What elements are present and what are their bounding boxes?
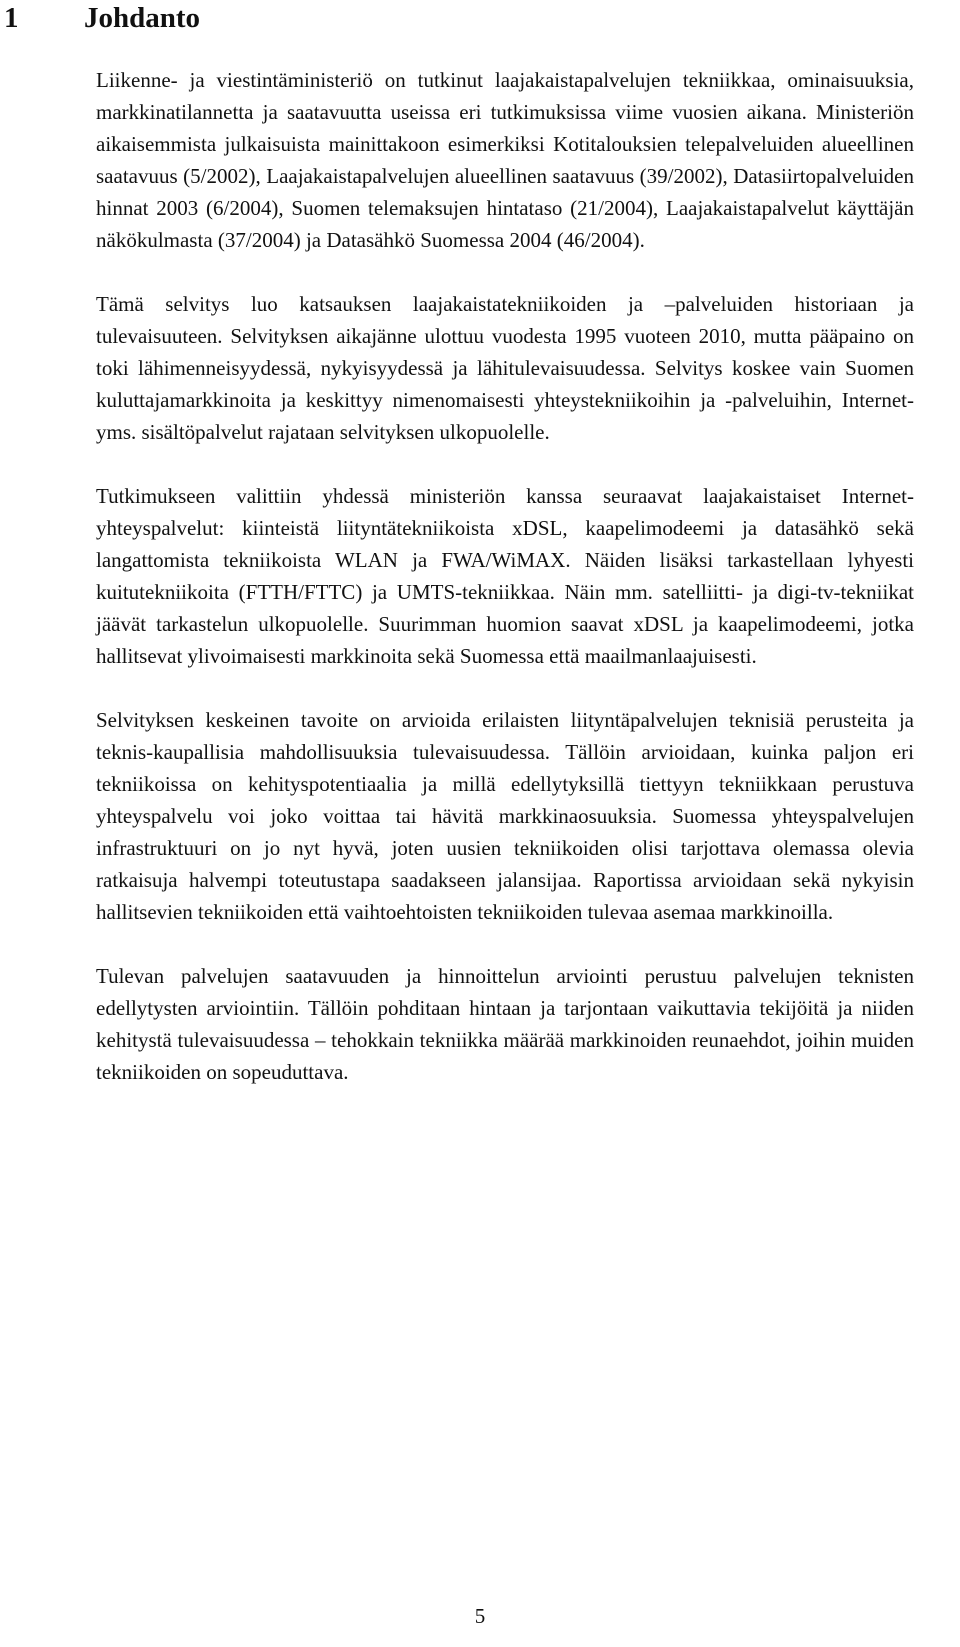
paragraph: Tulevan palvelujen saatavuuden ja hinnoittelun arviointi perustuu palvelujen teknisten edellytysten arviointiin. Tällöin pohditaan hintaan ja tarjontaan vaikuttavia tekijöitä ja niiden kehitystä tulevaisuudessa – tehokkain tekniikka määrää markkinoiden reunaehdot, joihin muiden tekniikoiden on sopeuduttava. xyxy=(96,964,914,1084)
paragraph: Liikenne- ja viestintäministeriö on tutkinut laajakaistapalvelujen tekniikkaa, ominaisuuksia, markkinatilannetta ja saatavuutta useissa eri tutkimuksissa viime vuosien aikana. Ministeriön aikaisemmista julkaisuista mainittakoon esimerkiksi Kotitalouksien telepalveluiden alueellinen saatavuus (5/2002), Laajakaistapalvelujen alueellinen saatavuus (39/2002), Datasiirtopalveluiden hinnat 2003 (6/2004), Suomen telemaksujen hintataso (21/2004), Laajakaistapalvelut käyttäjän näkökulmasta (37/2004) ja Datasähkö Suomessa 2004 (46/2004). xyxy=(96,68,914,252)
paragraph: Selvityksen keskeinen tavoite on arvioida erilaisten liityntäpalvelujen teknisiä perusteita ja teknis-kaupallisia mahdollisuuksia tulevaisuudessa. Tällöin arvioidaan, kuinka paljon eri tekniikoissa on kehityspotentiaalia ja millä edellytyksillä tiettyyn tekniikkaan perustuva yhteyspalvelu voi joko voittaa tai hävitä markkinaosuuksia. Suomessa yhteyspalvelujen infrastruktuuri on jo nyt hyvä, joten uusien tekniikoiden olisi tarjottava olemassa olevia ratkaisuja halvempi toteutustapa saadakseen jalansijaa. Raportissa arvioidaan sekä nykyisin hallitsevien tekniikoiden että vaihtoehtoisten tekniikoiden tulevaa asemaa markkinoilla. xyxy=(96,708,914,924)
chapter-title: Johdanto xyxy=(84,2,201,34)
page-number: 5 xyxy=(474,1604,486,1628)
chapter-heading xyxy=(4,0,200,36)
chapter-number: 1 xyxy=(4,2,19,34)
body-text xyxy=(96,64,914,1120)
paragraph: Tämä selvitys luo katsauksen laajakaistatekniikoiden ja –palveluiden historiaan ja tulevaisuuteen. Selvityksen aikajänne ulottuu vuodesta 1995 vuoteen 2010, mutta pääpaino on toki lähimenneisyydessä, nykyisyydessä ja lähitulevaisuudessa. Selvitys koskee vain Suomen kuluttajamarkkinoita ja keskittyy nimenomaisesti yhteystekniikoihin ja -palveluihin, Internet- yms. sisältöpalvelut rajataan selvityksen ulkopuolelle. xyxy=(96,292,914,444)
paragraph: Tutkimukseen valittiin yhdessä ministeriön kanssa seuraavat laajakaistaiset Internet-yhteyspalvelut: kiinteistä liityntätekniikoista xDSL, kaapelimodeemi ja datasähkö sekä langattomista tekniikoista WLAN ja FWA/WiMAX. Näiden lisäksi tarkastellaan lyhyesti kuitutekniikoita (FTTH/FTTC) ja UMTS-tekniikkaa. Näin mm. satelliitti- ja digi-tv-tekniikat jäävät tarkastelun ulkopuolelle. Suurimman huomion saavat xDSL ja kaapelimodeemi, jotka hallitsevat ylivoimaisesti markkinoita sekä Suomessa että maailmanlaajuisesti. xyxy=(96,484,914,668)
